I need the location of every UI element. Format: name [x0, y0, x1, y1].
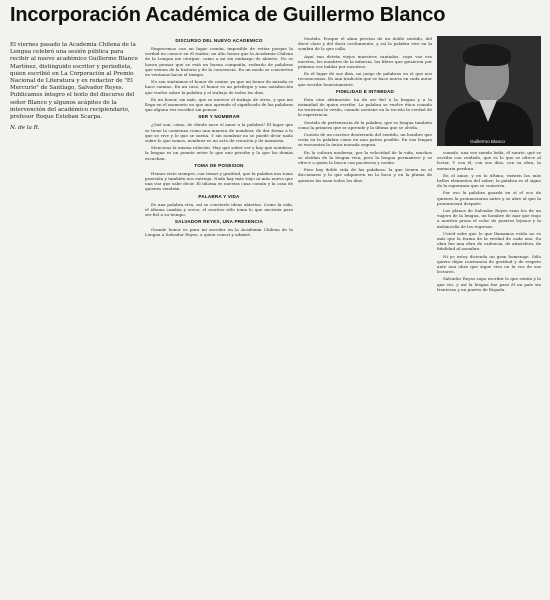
- body-paragraph: Es el lugar de sus días, un juego de palabras en el que nos reconocemos. Es una tradición que se hace nueva en cada autor que escribe honestamente.: [298, 71, 432, 87]
- column-b: [298, 36, 432, 596]
- intro-text: El viernes pasado la Academia Chilena de la Lengua celebró una sesión pública para recibir al nuevo académico Guillermo Blanco Martínez, distinguido escritor y periodista, quien escribió en La Corporación al Premio Nacional de Literatura y ex redactor de "El Mercurio" de Santiago, Salvador Reyes. Publicamos íntegro el texto del discurso del señor Blanco y algunos acápites de la intervención del académico recipiendario, profesor Roque Esteban Scarpa.: [10, 42, 138, 121]
- body-paragraph: No son sinónimos el honor de contar, ya que un honor de mirada se hace camino. En mi caso, el honor es un privilegio y una satisfacción que vuelve sobre la palabra y el trabajo de todos los días.: [145, 79, 293, 95]
- body-paragraph: En el amor, y en lo último, existen los más bellos elementos del saber; la palabra es el signo de la esperanza que se conserva.: [437, 172, 541, 189]
- column-a: [145, 36, 293, 596]
- body-paragraph: ¿Qué son, cómo, de dónde nace el amor a la palabra? El lugar que se tiene la comienza como una manera de nombrar, de dar forma a lo que se vive y lo que se sueña. Y sin nombrar no se puede decir nada sobre lo que somos, nombrar es un acto de creación y de memoria.: [145, 122, 293, 144]
- article-headline: Incorporación Académica de Guillermo Blanco: [10, 4, 446, 26]
- section-heading: FIDELIDAD E INTIMIDAD: [335, 88, 395, 94]
- section-heading: SER Y NOMBRAR: [198, 114, 240, 120]
- section-heading: DISCURSO DEL NUEVO ACADEMICO: [175, 38, 263, 43]
- body-paragraph: Es un honor, sin más, que se merece el trabajo de otros, y que me llega en el momento en que uno aprende el significado de las palabras que alguna vez escribió sin pensar.: [145, 96, 293, 113]
- body-paragraph: Sentido. Porque el alma precisa de un doble sentido, del decir claro y del decir ocultamente, y así la palabra vive en la sombra de lo que calla.: [298, 36, 432, 52]
- body-paragraph: Empecemos con un lugar común, imposible de evitar porque la verdad no conoce en él ruidos: un alto honor que la Academia Chilena de la Lengua me otorgue, como a mi sin embargo de abierto. No es honra pensar que se está en buena compañía, rodeado de palabras que vienen de la historia y de la conciencia. En un modo se convierten en ventanas hacia el tiempo.: [145, 46, 293, 78]
- column-c: [437, 150, 541, 596]
- section-heading: SALVADOR REYES, UNA PRESENCIA: [174, 219, 264, 225]
- body-paragraph: Los planos de Salvador Reyes eran los de un viajero de la lengua, un hombre de mar que trajo a nuestra prosa el color de puertos lejanos y la melancolía de los regresos.: [437, 208, 541, 229]
- body-paragraph: Hemos visto siempre, con temor y gratitud, que la palabra nos toma posesión y también nos entrega. Nada hay más viejo ni más nuevo que una voz que sabe decir. El idioma es nuestra casa común y la casa de quienes vendrán.: [145, 170, 293, 192]
- body-paragraph: Usted sabe que lo que llamamos estilo no es más que la forma de la verdad de cada uno. Su obra fue una obra de cadencia, de atmósfera, de fidelidad al asombro.: [437, 230, 541, 252]
- author-photo: [437, 36, 541, 146]
- body-paragraph: Menciono la misma relación. Hay que saber ser y hay que nombrar; la lengua es un puente entre lo que uno percibe y lo que los demás escuchan.: [145, 145, 293, 161]
- photo-caption: Guillermo Blanco: [470, 139, 505, 144]
- body-paragraph: En la cultura moderna, por la velocidad de la vida, muchos se olvidan de la lengua viva; pero la lengua permanece y se ofrece a quien la busca con paciencia y cariño.: [298, 149, 432, 166]
- body-paragraph: Sentido de pertenencia de la palabra, que es lengua también como la primera que se aprende y la última que se olvida.: [298, 119, 432, 130]
- body-paragraph: Grande honor es para mí suceder en la Academia Chilena de la Lengua a Salvador Reyes, a quien conocí y admiré.: [145, 227, 293, 238]
- intro-signature: N. de la R.: [10, 125, 40, 132]
- body-paragraph: cuando, una vez siendo leída, él sonríe, qué se escribe con cuidado, que es lo que se ofrece al lector. Y con él, con sus días, con su obra, la memoria perdura.: [437, 150, 541, 171]
- section-heading: PALABRA Y VIDA: [198, 193, 240, 199]
- body-paragraph: Esta otra afirmación: ha de ser fiel a la lengua y a la intimidad de quien escribe. La palabra se vuelve ética cuando no traiciona lo vivido, cuando sostiene en lo escrito la verdad de la experiencia.: [298, 96, 432, 118]
- body-paragraph: Aquí van detrás viejos maestros cantados, cuya voz era nuestra, los nombres de la infancia, los libros que quisieron por primera vez hablar por nosotros.: [298, 53, 432, 70]
- photo-hair: [463, 44, 511, 66]
- body-paragraph: Por eso la palabra guarda en sí el eco de quienes la pronunciaron antes y se abre al que la pronunciará después.: [437, 190, 541, 206]
- body-paragraph: Ni yo estoy diciendo un gran homenaje. Sólo quiero dejar constancia de gratitud y de respeto ante una obra que sigue viva en la voz de sus lectores.: [437, 253, 541, 275]
- intro-paragraph: [10, 42, 140, 132]
- body-paragraph: Pero hay doble vida de las palabras: la que tienen en el diccionario y la que adquieren en la boca y en la pluma de quienes las usan todos los días.: [298, 167, 432, 183]
- body-paragraph: Cuento de un escritor desterrado del sentido, un hombre que creía en la palabra como en una patria posible. En esa lengua se encuentra la única morada segura.: [298, 132, 432, 148]
- body-paragraph: Salvador Reyes supo escribir lo que sentía y lo que vio, y así la lengua fue para él un país sin fronteras y un puerto de llegada.: [437, 276, 541, 292]
- section-heading: TOMA DE POSESION: [194, 162, 244, 168]
- body-paragraph: Es una palabra viva, así se convierte ideas abiertas. Como la vida, el idioma cambia y crece; el escritor sólo toma lo que necesita para ser fiel a su tiempo.: [145, 201, 293, 218]
